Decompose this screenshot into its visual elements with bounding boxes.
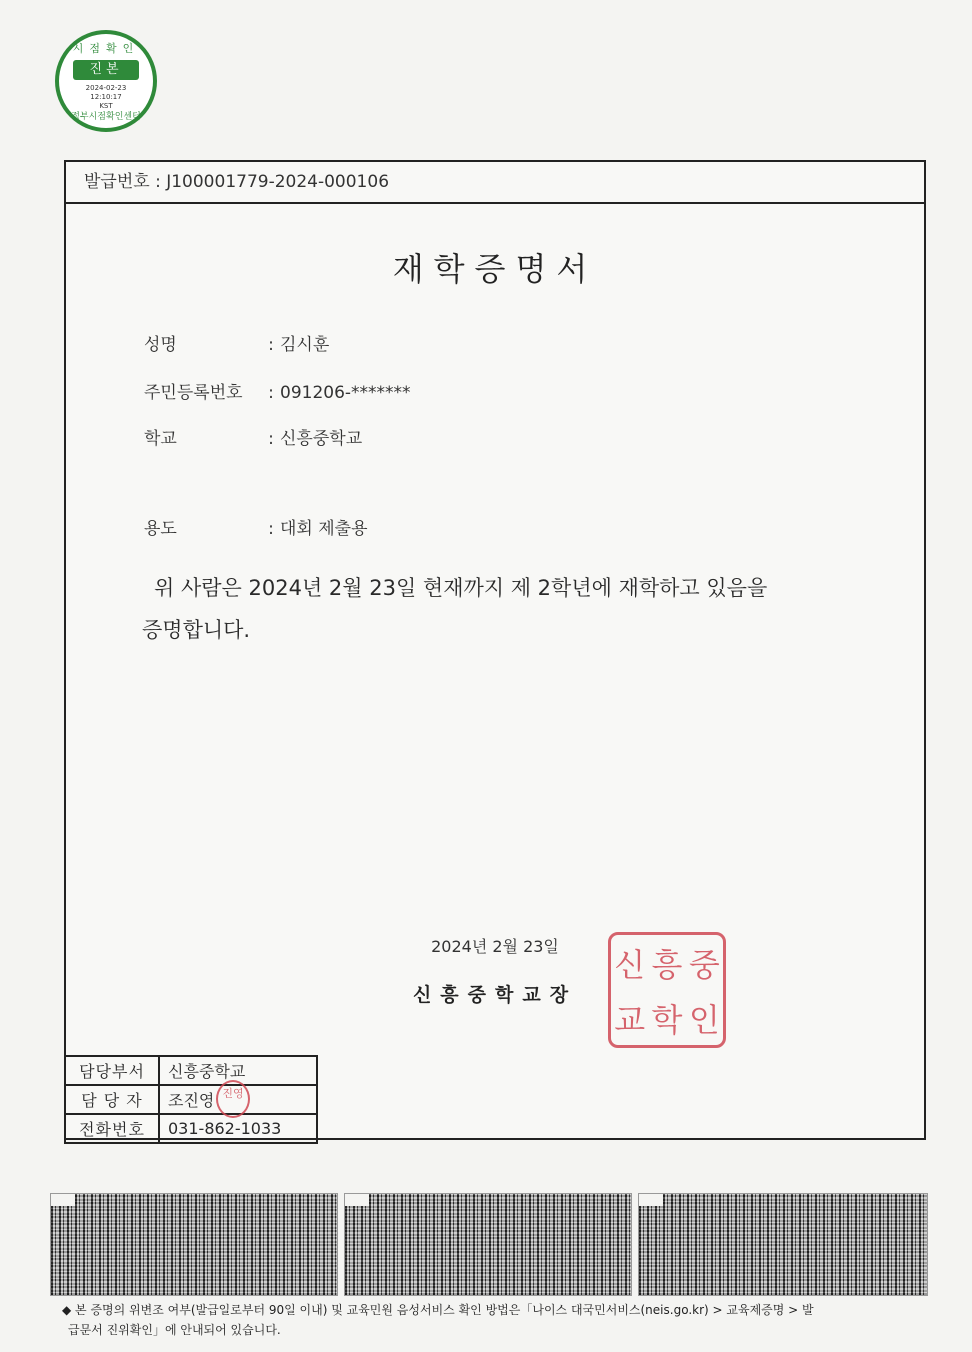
table-row: [65, 1085, 317, 1114]
colon: :: [268, 429, 274, 449]
school-value: 신흥중학교: [280, 429, 363, 449]
barcode-corner-icon: [51, 1194, 75, 1206]
seal-char: 중: [688, 945, 720, 984]
seal-top-text: 시점확인: [72, 42, 140, 55]
dept-value: 신흥중학교: [159, 1056, 317, 1085]
purpose-label: 용도: [144, 519, 177, 539]
dept-label: 담당부서: [65, 1056, 159, 1085]
rrn-label: 주민등록번호: [144, 383, 243, 403]
table-row: [65, 1114, 317, 1143]
certificate-frame: [64, 160, 926, 1140]
rrn-value: 091206-*******: [280, 383, 411, 403]
colon: :: [268, 383, 274, 403]
seal-char: 흥: [651, 945, 683, 984]
barcode-corner-icon: [345, 1194, 369, 1206]
name-label: 성명: [144, 335, 177, 355]
seal-datetime: [59, 84, 153, 111]
phone-label: 전화번호: [65, 1114, 159, 1143]
issue-number: 발급번호 : J100001779-2024-000106: [66, 162, 924, 204]
certification-statement: [142, 567, 862, 651]
person-name-seal: 진영: [216, 1080, 250, 1118]
table-row: [65, 1056, 317, 1085]
purpose-field: [144, 514, 368, 539]
school-label: 학교: [144, 429, 177, 449]
statement-line-1: 위 사람은 2024년 2월 23일 현재까지 제 2학년에 재학하고 있음을: [154, 576, 768, 600]
barcode-corner-icon: [639, 1194, 663, 1206]
colon: :: [268, 335, 274, 355]
official-school-seal: [608, 932, 726, 1048]
seal-date: 2024-02-23: [85, 84, 127, 92]
seal-badge: 진본: [73, 60, 139, 80]
person-label: 담 당 자: [65, 1085, 159, 1114]
note-line-1: ◆ 본 증명의 위변조 여부(발급일로부터 90일 이내) 및 교육민원 음성서비스 확인 방법은「나이스 대국민서비스(neis.go.kr) > 교육제증명 > 발: [62, 1303, 814, 1317]
seal-char: 교: [614, 1000, 646, 1039]
name-value: 김시훈: [280, 335, 330, 355]
phone-value: 031-862-1033: [159, 1114, 317, 1143]
seal-bottom-text: 정부시점확인센터: [71, 112, 141, 122]
person-cell: [159, 1085, 317, 1114]
contact-table: [64, 1055, 318, 1144]
school-field: [144, 424, 362, 449]
seal-tz: KST: [99, 102, 113, 110]
rrn-field: [144, 378, 411, 403]
seal-char: 신: [614, 945, 646, 984]
seal-char: 학: [651, 1000, 683, 1039]
colon: :: [268, 519, 274, 539]
person-value: 조진영: [168, 1091, 215, 1110]
issuer-name: 신흥중학교장: [412, 984, 578, 1006]
seal-time: 12:10:17: [90, 93, 122, 101]
verification-barcode: [638, 1193, 928, 1296]
verification-barcode: [344, 1193, 632, 1296]
statement-line-2: 증명합니다.: [142, 618, 251, 642]
timestamp-seal: [55, 30, 157, 132]
verification-note: [62, 1300, 912, 1340]
document-title: 재학증명서: [392, 250, 598, 288]
issue-date: 2024년 2월 23일: [431, 937, 559, 956]
verification-barcode: [50, 1193, 338, 1296]
seal-char: 인: [688, 1000, 720, 1039]
name-field: [144, 330, 329, 355]
purpose-value: 대회 제출용: [280, 519, 368, 539]
note-line-2: 급문서 진위확인」에 안내되어 있습니다.: [68, 1323, 281, 1337]
